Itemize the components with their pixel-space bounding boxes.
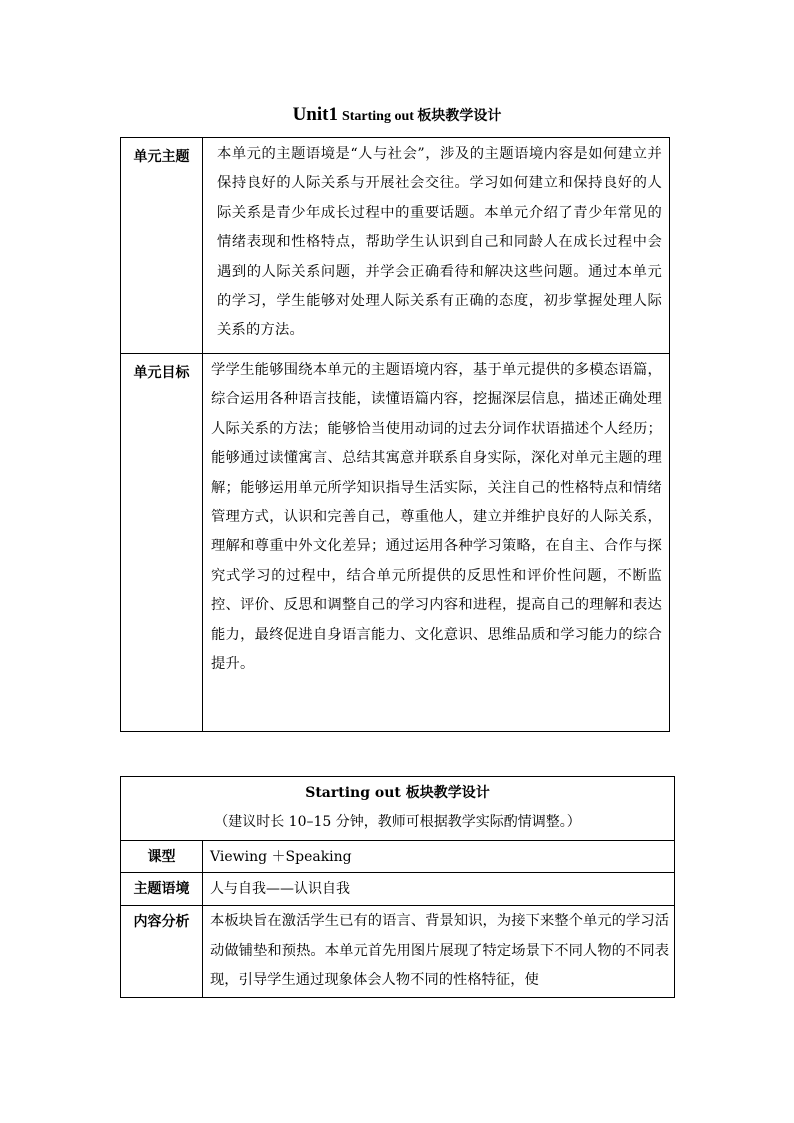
row-label-cell [121,354,203,732]
theme-context-value: 人与自我——认识自我 [210,881,350,897]
table-row [121,138,670,354]
row-label-cell [121,841,203,873]
lesson-type-label: 课型 [147,849,176,865]
row-label-cell [121,138,203,354]
row-content-cell [203,138,670,354]
document-title-subtitle: Starting out 板块教学设计 [341,109,502,124]
table-header-cell [121,777,675,841]
table-row [121,354,670,732]
row-content-cell [203,906,675,998]
row-content-cell [203,841,675,873]
table-row [121,873,675,906]
row-content-cell [203,873,675,906]
content-analysis-text: 本板块旨在激活学生已有的语言、背景知识，为接下来整个单元的学习活动做铺垫和预热。本单元首先用图片展现了特定场景下不同人物的不同表现，引导学生通过现象体会人物不同的性格特征，使 [210,913,669,989]
lesson-type-value: Viewing ＋Speaking [210,849,352,865]
duration-note: （建议时长 10–15 分钟，教师可根据教学实际酌情调整。） [214,814,581,830]
table-row [121,906,675,998]
content-analysis-label: 内容分析 [133,914,190,930]
unit-theme-label: 单元主题 [133,149,190,165]
unit-goal-label: 单元目标 [133,365,190,381]
table-row [121,841,675,873]
row-label-cell [121,873,203,906]
starting-out-design-table [120,776,675,998]
row-content-cell [203,354,670,732]
document-title-unit: Unit1 [292,104,338,125]
section-title: Starting out 板块教学设计 [305,785,490,801]
table-header-row [121,777,675,841]
unit-theme-text: 本单元的主题语境是“人与社会”，涉及的主题语境内容是如何建立并保持良好的人际关系与开展社会交往。学习如何建立和保持良好的人际关系是青少年成长过程中的重要话题。本单元介绍了青少年常见的情绪表现和性格特点，帮助学生认识到自己和同龄人在成长过程中会遇到的人际关系问题，并学会正确看待和解决这些问题。通过本单元的学习，学生能够对处理人际关系有正确的态度，初步掌握处理人际关系的方法。 [217,146,662,339]
unit-overview-table [120,137,670,732]
theme-context-label: 主题语境 [133,881,190,897]
document-title [0,104,794,126]
unit-goal-text: 学学生能够围绕本单元的主题语境内容，基于单元提供的多模态语篇，综合运用各种语言技能，读懂语篇内容，挖掘深层信息，描述正确处理人际关系的方法；能够恰当使用动词的过去分词作状语描述个人经历；能够通过读懂寓言、总结其寓意并联系自身实际，深化对单元主题的理解；能够运用单元所学知识指导生活实际，关注自己的性格特点和情绪管理方式，认识和完善自己，尊重他人，建立并维护良好的人际关系，理解和尊重中外文化差异；通过运用各种学习策略，在自主、合作与探究式学习的过程中，结合单元所提供的反思性和评价性问题，不断监控、评价、反思和调整自己的学习内容和进程，提高自己的理解和表达能力，最终促进自身语言能力、文化意识、思维品质和学习能力的综合提升。 [211,362,662,673]
row-label-cell [121,906,203,998]
